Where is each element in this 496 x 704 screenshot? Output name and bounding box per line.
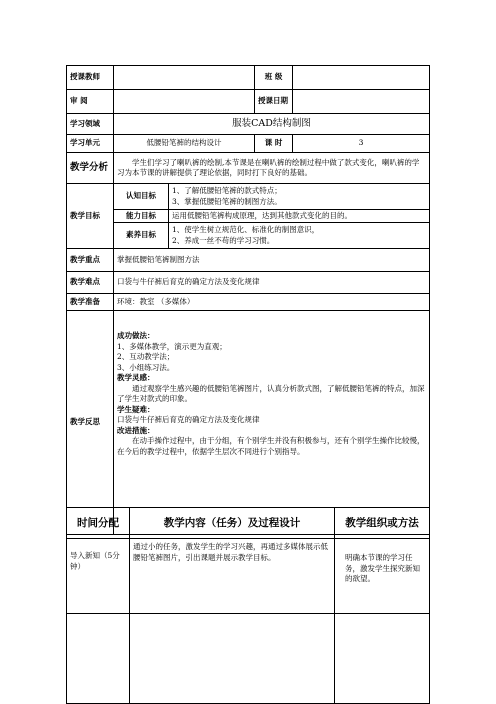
reflection-label: 教学反思 [67, 311, 114, 535]
field-label: 学习领域 [67, 114, 114, 135]
success-item: 1、多媒体教学，演示更为直观； [117, 341, 227, 351]
header-method: 教学组织或方法 [335, 508, 430, 539]
header-time: 时间分配 [67, 508, 130, 539]
hours-value: 3 [293, 135, 430, 153]
analysis-label: 教学分析 [67, 153, 114, 184]
prep-label: 教学准备 [67, 294, 114, 311]
teacher-label: 授课教师 [67, 66, 114, 90]
insight-title: 教学灵感： [117, 373, 155, 382]
improve-text: 在动手操作过程中，由于分组，有个别学生并没有积极参与，还有个别学生操作比较慢，在今后的教学过程中，依据学生层次不同进行个别指导。 [117, 436, 425, 456]
key-value: 掌握低腰铅笔裤制图方法 [114, 249, 430, 272]
success-item: 2、互动教学法； [117, 352, 175, 361]
key-label: 教学重点 [67, 249, 114, 272]
unit-value: 低腰铅笔裤的结构设计 [114, 135, 255, 153]
issue-title: 学生疑难： [117, 404, 155, 414]
reflection-content [114, 311, 430, 535]
goal-line: 2、养成一丝不苟的学习习惯。 [172, 235, 275, 245]
class-value [293, 66, 430, 90]
insight-text: 通过观察学生感兴趣的低腰铅笔裤图片，认真分析款式图，了解低腰铅笔裤的特点，加深了学生对款式的印象。 [117, 383, 425, 403]
hours-label: 课 时 [255, 135, 293, 153]
goal-text-ability: 运用低腰铅笔裤构成原理，达到其他款式变化的目的。 [169, 210, 430, 223]
row-blank-time [67, 614, 130, 704]
header-content: 教学内容（任务）及过程设计 [130, 508, 335, 539]
date-label: 授课日期 [255, 90, 293, 114]
prep-value: 环境：教室 （多媒体） [114, 294, 430, 311]
row-content: 通过小的任务，激发学生的学习兴趣，再通过多媒体展示低腰铅笔裤图片，引出课题并展示教学目标。 [130, 539, 335, 614]
field-value: 服装CAD结构制图 [114, 114, 430, 135]
row-blank-content [130, 614, 335, 704]
unit-label: 学习单元 [67, 135, 114, 153]
improve-title: 改进措施： [117, 425, 155, 435]
goals-label: 教学目标 [67, 184, 114, 249]
goal-text-literacy [169, 223, 430, 249]
class-label: 班 级 [255, 66, 293, 90]
success-item: 3、小组练习法。 [117, 362, 175, 372]
review-label: 审 阅 [67, 90, 114, 114]
process-table [66, 507, 430, 704]
goal-line: 1、使学生树立规范化、标准化的制图意识， [172, 225, 320, 234]
goal-line: 1、了解低腰铅笔裤的款式特点； [172, 186, 282, 195]
review-value [114, 90, 255, 114]
lesson-plan-table [66, 65, 430, 535]
row-time: 导入新知（5分钟） [67, 539, 130, 614]
issue-text: 口袋与牛仔裤后育克的确定方法及变化规律 [117, 415, 260, 424]
goal-line: 3、掌握低腰铅笔裤的制图方法。 [172, 196, 282, 206]
goal-label-literacy: 素养目标 [114, 223, 169, 249]
teacher-value [114, 66, 255, 90]
row-method: 明确本节课的学习任务，激发学生探究新知的欲望。 [335, 539, 430, 614]
goal-label-ability: 能力目标 [114, 210, 169, 223]
goal-label-cognitive: 认知目标 [114, 184, 169, 210]
row-blank-method [335, 614, 430, 704]
difficulty-label: 教学难点 [67, 272, 114, 294]
date-value [293, 90, 430, 114]
goal-text-cognitive [169, 184, 430, 210]
analysis-text: 学生们学习了喇叭裤的绘制,本节课是在喇叭裤的绘制过程中做了款式变化，喇叭裤的学习为本节课的讲解提供了理论依据，同时打下良好的基础。 [114, 153, 430, 184]
success-title: 成功做法： [117, 331, 155, 340]
difficulty-value: 口袋与牛仔裤后育克的确定方法及变化规律 [114, 272, 430, 294]
